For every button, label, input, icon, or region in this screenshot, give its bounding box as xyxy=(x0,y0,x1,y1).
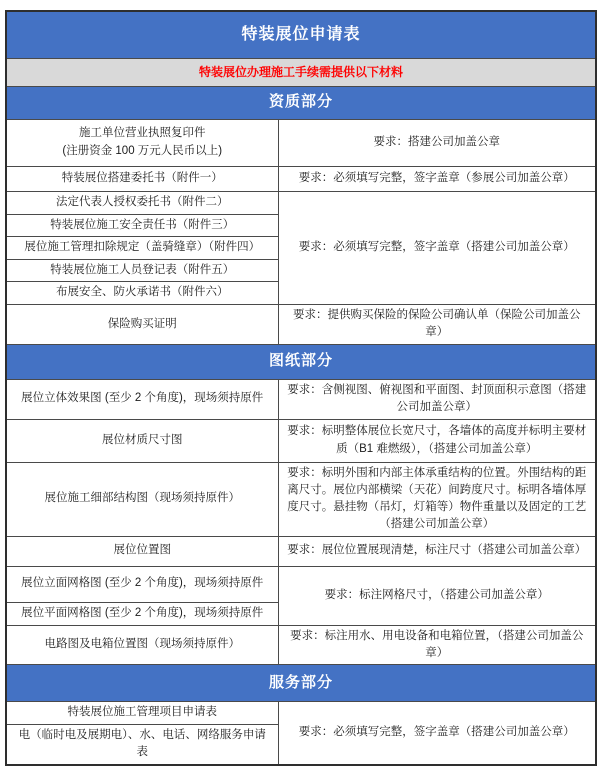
application-form-table xyxy=(5,10,597,766)
item-utility-application: 电（临时电及展期电）、水、电话、网络服务申请表 xyxy=(6,725,278,765)
req-construction-authorization: 要求：必须填写完整，签字盖章（参展公司加盖公章） xyxy=(278,166,596,191)
table-row xyxy=(6,166,596,191)
item-business-license-line2: (注册资金 100 万元人民币以上) xyxy=(62,144,223,157)
item-insurance-proof: 保险购买证明 xyxy=(6,305,278,345)
req-business-license: 要求：搭建公司加盖公章 xyxy=(278,119,596,166)
table-row xyxy=(6,702,596,725)
req-insurance-proof: 要求：提供购买保险的保险公司确认单（保险公司加盖公章） xyxy=(278,305,596,345)
table-row xyxy=(6,191,596,214)
item-management-deduction: 展位施工管理扣除规定（盖骑缝章）（附件四） xyxy=(6,236,278,259)
notice-banner: 特装展位办理施工手续需提供以下材料 xyxy=(6,58,596,86)
item-detail-structure: 展位施工细部结构图（现场须持原件） xyxy=(6,462,278,536)
item-circuit-diagram: 电路图及电箱位置图（现场须持原件） xyxy=(6,625,278,665)
item-booth-location: 展位位置图 xyxy=(6,536,278,566)
item-business-license xyxy=(6,119,278,166)
req-grid-merged: 要求：标注网格尺寸，（搭建公司加盖公章） xyxy=(278,566,596,625)
table-row xyxy=(6,119,596,166)
req-material-dimension: 要求：标明整体展位长宽尺寸，各墙体的高度并标明主要材质（B1 难燃级），（搭建公司加盖公章） xyxy=(278,419,596,462)
table-row xyxy=(6,419,596,462)
item-material-dimension: 展位材质尺寸图 xyxy=(6,419,278,462)
table-row xyxy=(6,11,596,58)
req-3d-rendering: 要求：含侧视图、俯视图和平面图、封顶面积示意图（搭建公司加盖公章） xyxy=(278,379,596,419)
table-row xyxy=(6,566,596,602)
section-header-qualification: 资质部分 xyxy=(6,86,596,119)
item-fire-safety-commitment: 布展安全、防火承诺书（附件六） xyxy=(6,282,278,305)
table-row xyxy=(6,58,596,86)
req-booth-location: 要求：展位位置展现清楚，标注尺寸（搭建公司加盖公章） xyxy=(278,536,596,566)
item-personnel-registration: 特装展位施工人员登记表（附件五） xyxy=(6,259,278,281)
req-attachments-merged: 要求：必须填写完整，签字盖章（搭建公司加盖公章） xyxy=(278,191,596,305)
item-management-application: 特装展位施工管理项目申请表 xyxy=(6,702,278,725)
table-row xyxy=(6,536,596,566)
item-legal-rep-authorization: 法定代表人授权委托书（附件二） xyxy=(6,191,278,214)
item-elevation-grid: 展位立面网格图 (至少 2 个角度)，现场须持原件 xyxy=(6,566,278,602)
section-header-drawings: 图纸部分 xyxy=(6,344,596,379)
item-business-license-line1: 施工单位营业执照复印件 xyxy=(79,126,206,139)
req-detail-structure: 要求：标明外围和内部主体承重结构的位置。外围结构的距离尺寸。展位内部横梁（天花）间跨度尺寸。标明各墙体厚度尺寸。悬挂物（吊灯，灯箱等）物件重量以及固定的工艺（搭建公司加盖公章） xyxy=(278,462,596,536)
table-row xyxy=(6,665,596,702)
req-services-merged: 要求：必须填写完整，签字盖章（搭建公司加盖公章） xyxy=(278,702,596,765)
item-construction-authorization: 特装展位搭建委托书（附件一） xyxy=(6,166,278,191)
req-circuit-diagram: 要求：标注用水、用电设备和电箱位置，（搭建公司加盖公章） xyxy=(278,625,596,665)
form-title: 特装展位申请表 xyxy=(6,11,596,58)
item-3d-rendering: 展位立体效果图 (至少 2 个角度)，现场须持原件 xyxy=(6,379,278,419)
table-row xyxy=(6,379,596,419)
table-row xyxy=(6,86,596,119)
table-row xyxy=(6,462,596,536)
section-header-services: 服务部分 xyxy=(6,665,596,702)
table-row xyxy=(6,305,596,345)
table-row xyxy=(6,344,596,379)
table-row xyxy=(6,625,596,665)
item-safety-responsibility: 特装展位施工安全责任书（附件三） xyxy=(6,214,278,236)
item-plan-grid: 展位平面网格图 (至少 2 个角度)，现场须持原件 xyxy=(6,602,278,625)
